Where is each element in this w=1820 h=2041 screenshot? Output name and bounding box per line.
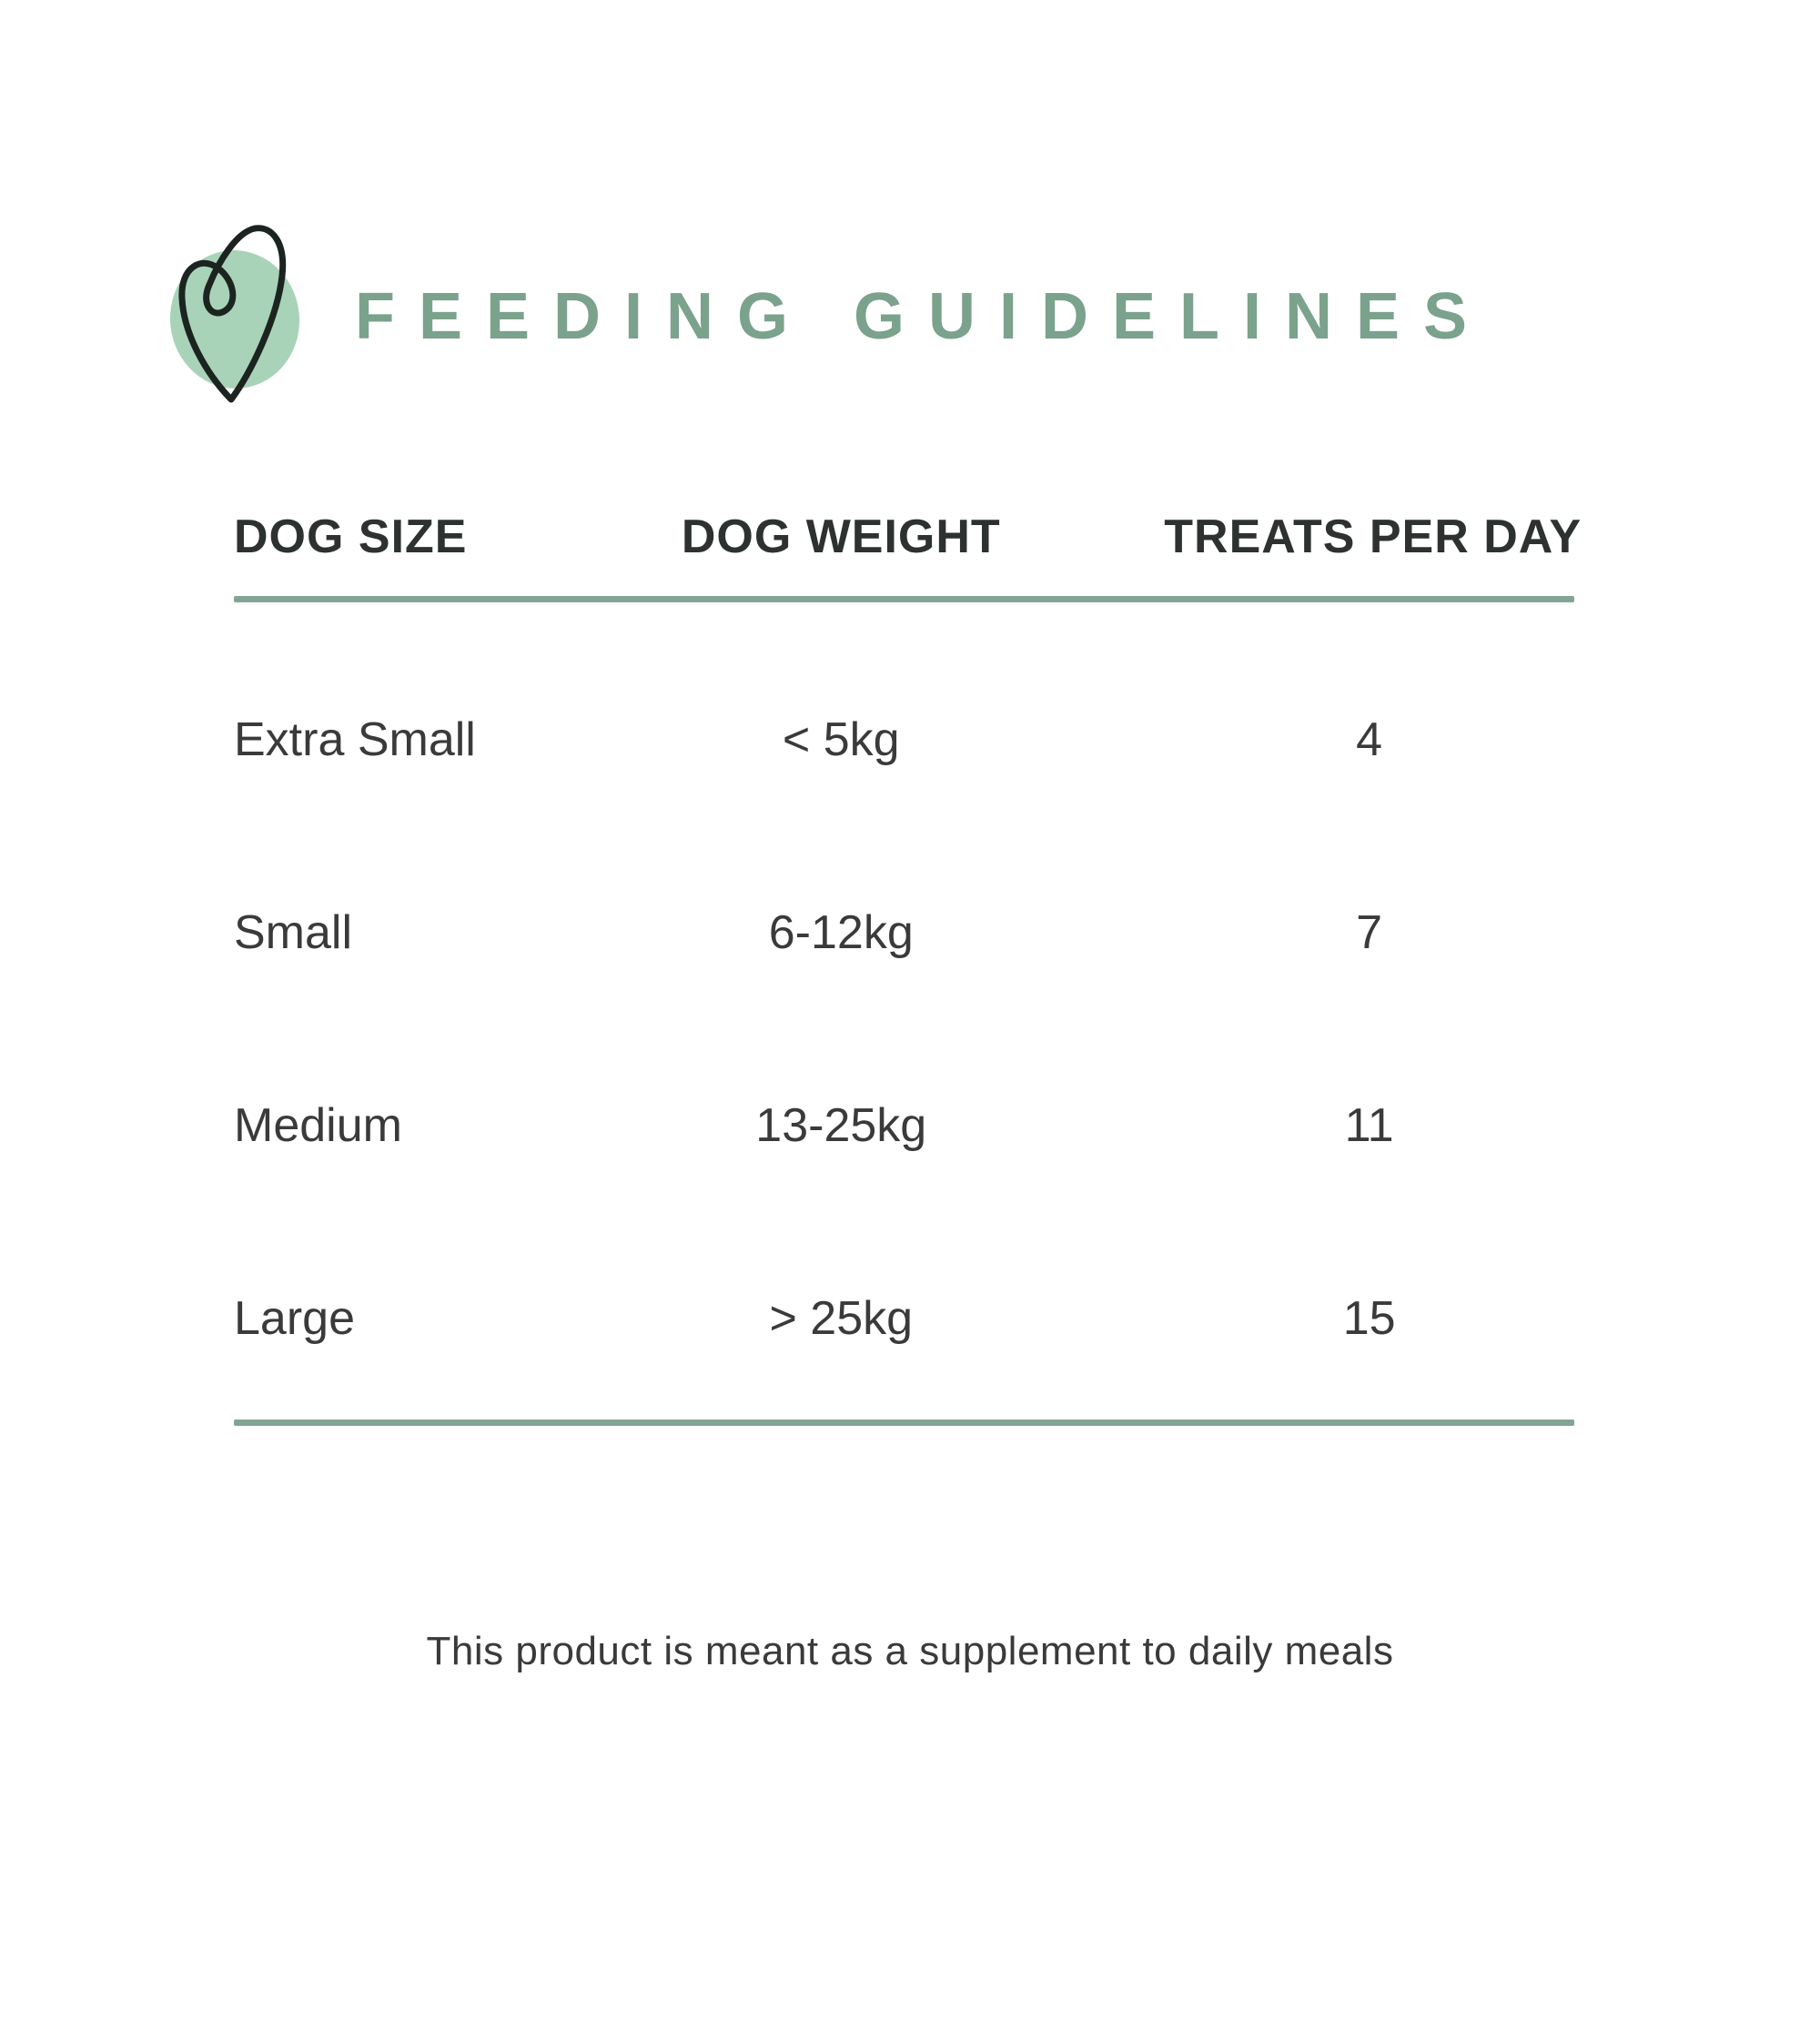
dog-size-value: Medium	[234, 1099, 402, 1152]
brand-header	[166, 221, 1820, 412]
column-header-treats-per-day: TREATS PER DAY	[1164, 510, 1582, 563]
table-row-large	[234, 1291, 1574, 1346]
table-header-row	[234, 510, 1582, 564]
dog-size-value: Large	[234, 1292, 355, 1345]
treats-value: 4	[1356, 713, 1383, 766]
dog-weight-value: < 5kg	[782, 713, 900, 766]
header-divider-line	[234, 596, 1574, 602]
dog-weight-value: > 25kg	[769, 1292, 914, 1345]
heart-icon	[166, 221, 311, 412]
table-body	[234, 712, 1574, 1346]
table-row-medium	[234, 1098, 1574, 1153]
treats-value: 15	[1342, 1292, 1396, 1345]
supplement-note: This product is meant as a supplement to daily meals	[426, 1629, 1394, 1673]
dog-weight-value: 6-12kg	[768, 906, 914, 959]
feeding-guidelines-card	[0, 221, 1820, 2041]
table-row-extra-small	[234, 712, 1574, 767]
treats-value: 7	[1356, 906, 1383, 959]
page-title: FEEDING GUIDELINES	[355, 280, 1491, 353]
footer-divider-line	[234, 1420, 1574, 1426]
feeding-table	[234, 510, 1582, 1426]
dog-size-value: Small	[234, 906, 353, 959]
column-header-dog-weight: DOG WEIGHT	[681, 510, 1001, 563]
dog-weight-value: 13-25kg	[755, 1099, 927, 1152]
dog-size-value: Extra Small	[234, 713, 476, 766]
table-row-small	[234, 905, 1574, 960]
column-header-dog-size: DOG SIZE	[234, 510, 468, 563]
treats-value: 11	[1344, 1099, 1394, 1152]
